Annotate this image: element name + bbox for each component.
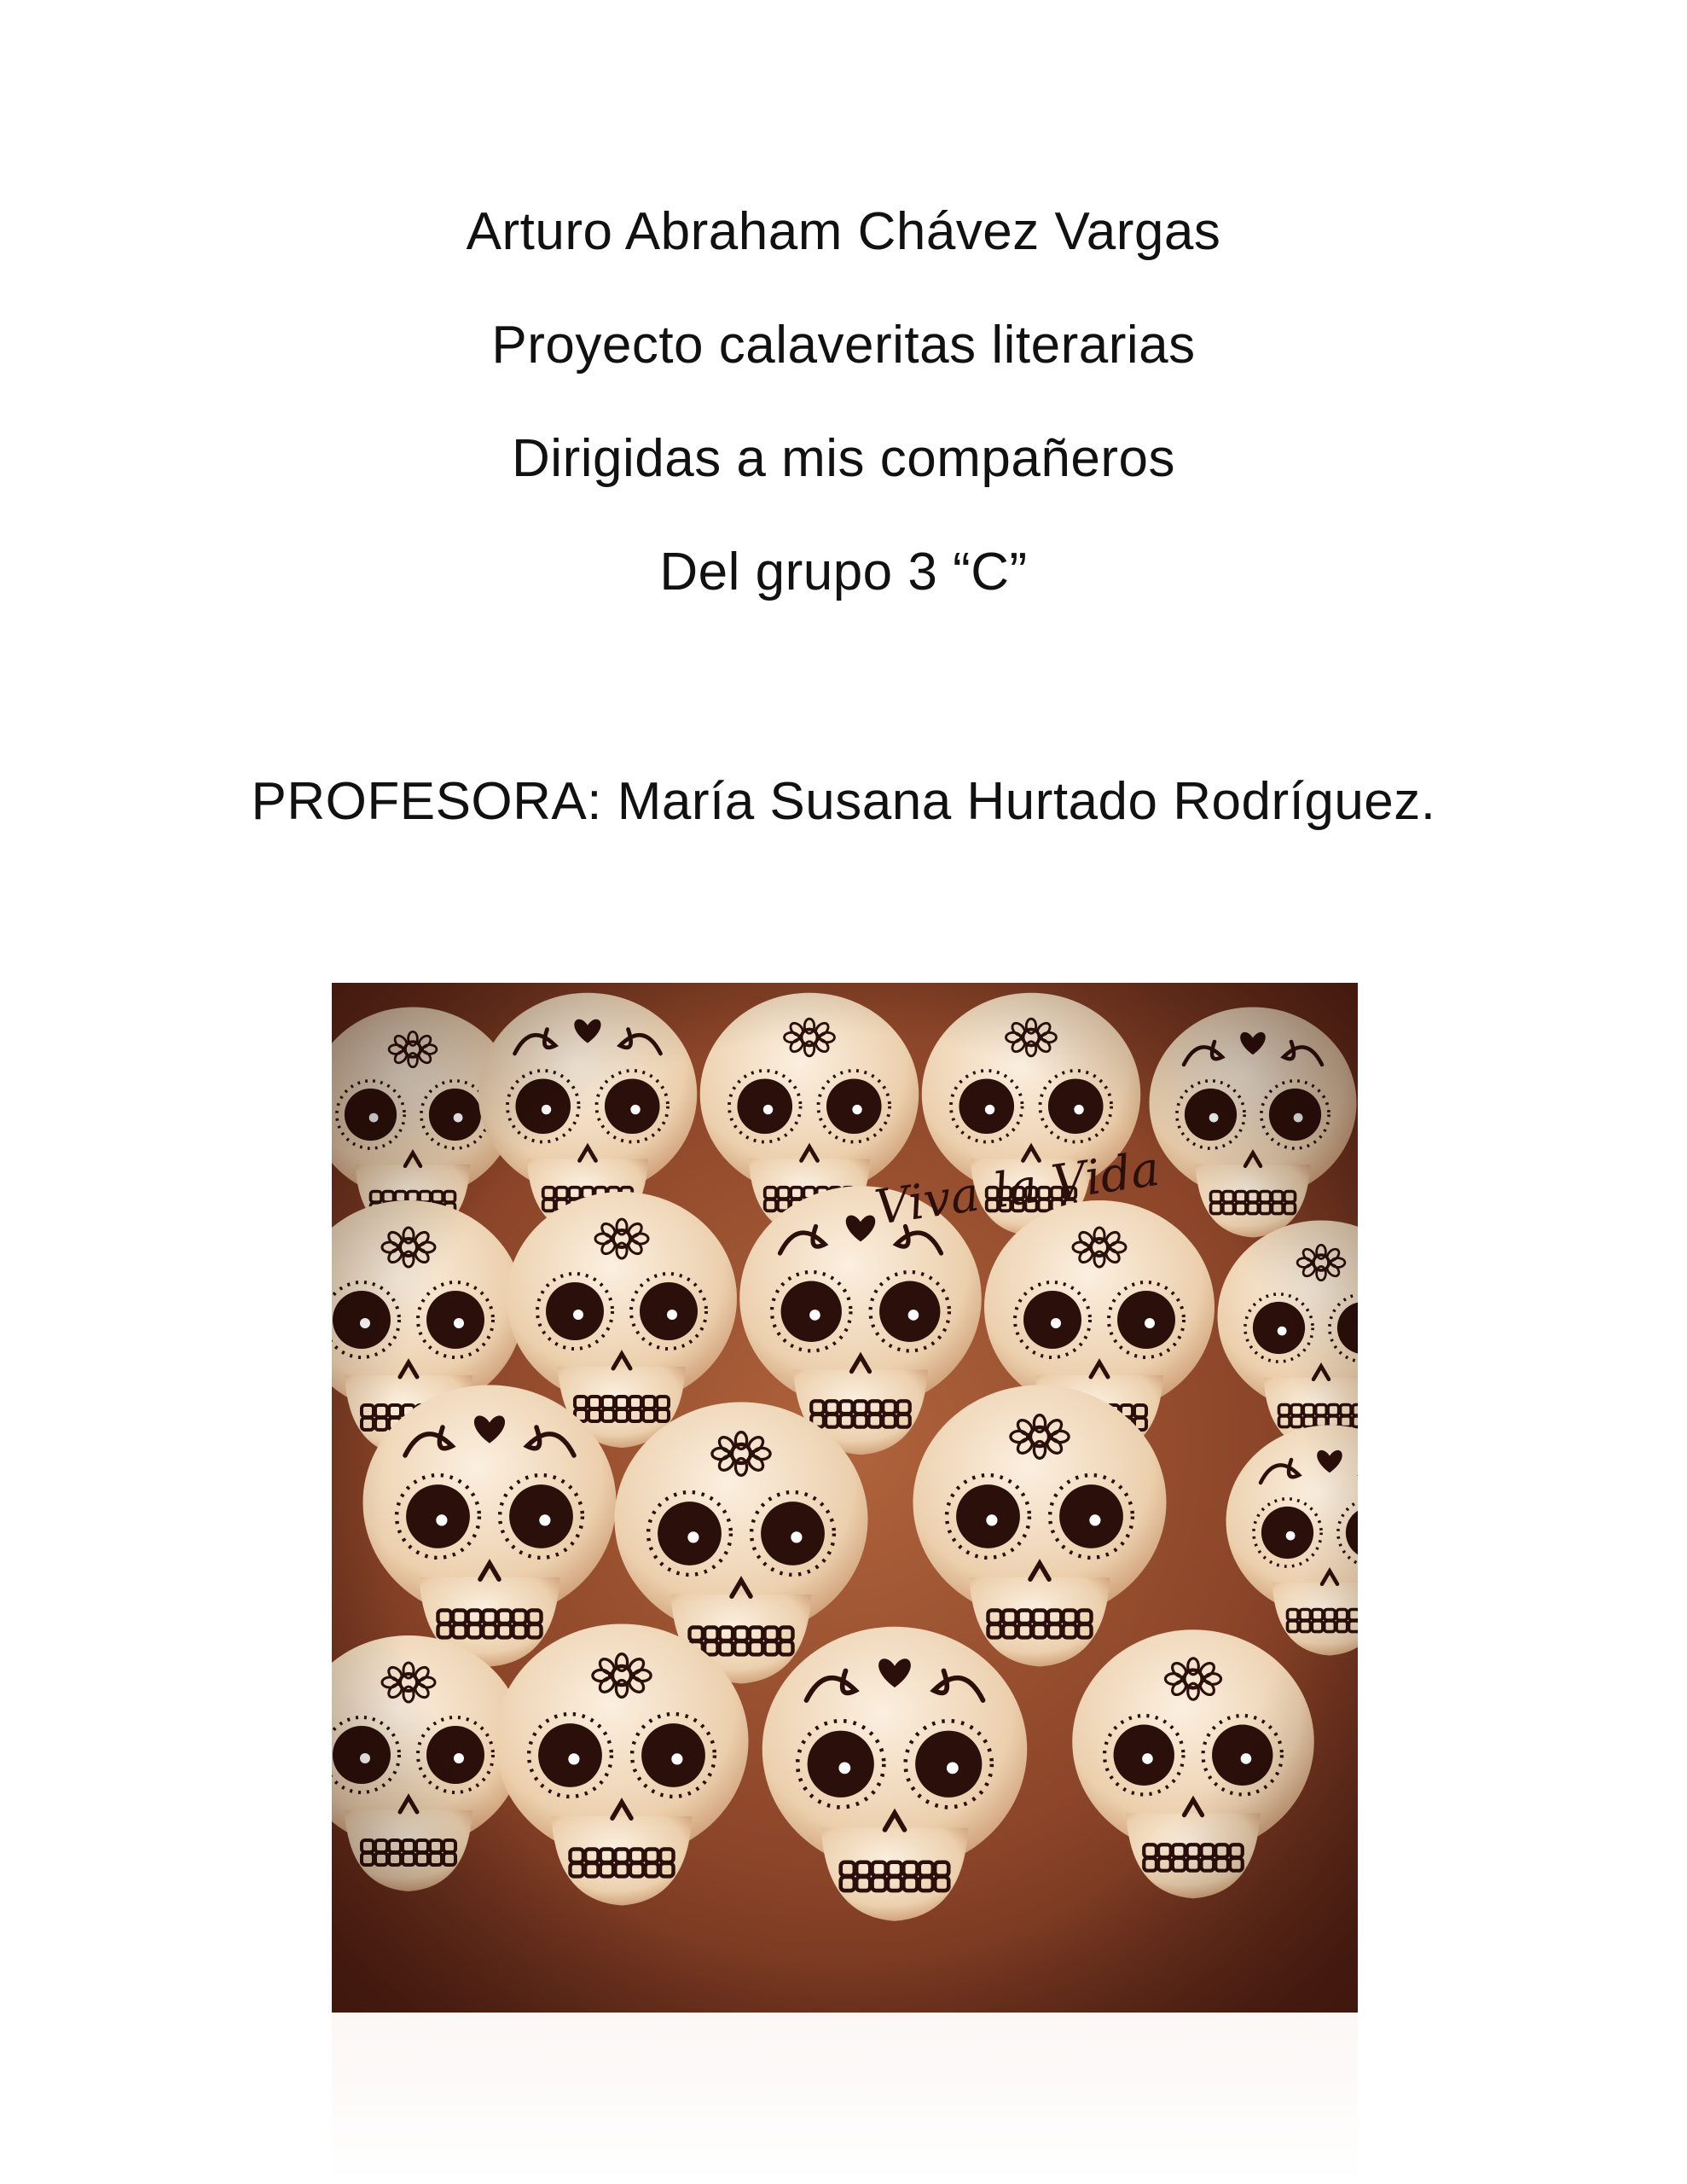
sugar-skulls-illustration — [332, 983, 1358, 2013]
dedication-line: Dirigidas a mis compañeros — [512, 429, 1175, 488]
sugar-skulls-photo — [332, 983, 1358, 2013]
photo-bottom-margin — [332, 2013, 1358, 2184]
author-name: Arturo Abraham Chávez Vargas — [466, 202, 1221, 261]
project-title: Proyecto calaveritas literarias — [491, 316, 1196, 375]
teacher-line: PROFESORA: María Susana Hurtado Rodríguez. — [251, 772, 1436, 831]
group-line: Del grupo 3 “C” — [659, 543, 1028, 601]
